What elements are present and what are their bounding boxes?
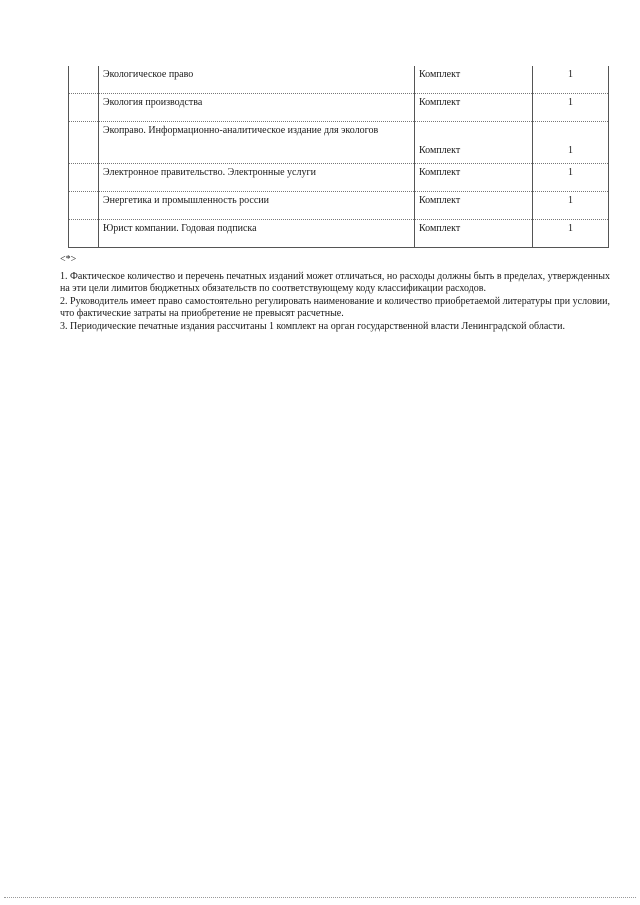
quantity-cell (533, 192, 609, 220)
publication-name: Экоправо. Информационно-аналитическое издание для экологов (103, 125, 379, 136)
unit-text: Комплект (419, 145, 461, 156)
unit-text: Комплект (419, 97, 461, 108)
quantity-cell (533, 94, 609, 122)
unit-text: Комплект (419, 195, 461, 206)
table-row (69, 94, 609, 122)
publication-name-cell (99, 122, 415, 164)
quantity-text: 1 (568, 223, 573, 234)
publications-table (68, 66, 609, 248)
publication-name: Электронное правительство. Электронные услуги (103, 167, 316, 178)
quantity-text: 1 (568, 145, 573, 156)
quantity-cell (533, 66, 609, 94)
footnote-item: 1. Фактическое количество и перечень печатных изданий может отличаться, но расходы должны быть в пределах, утвержденных на эти цели лимитов бюджетных обязательств по соответствующему коду классификации расходов. (60, 270, 610, 295)
unit-cell (415, 94, 533, 122)
quantity-text: 1 (568, 69, 573, 80)
unit-cell (415, 192, 533, 220)
quantity-text: 1 (568, 167, 573, 178)
publication-name: Энергетика и промышленность россии (103, 195, 270, 206)
footnotes (60, 254, 610, 334)
footnote-item: 2. Руководитель имеет право самостоятельно регулировать наименование и количество приобретаемой литературы при условии, что фактические затраты на приобретение не превысят расчетные. (60, 295, 610, 320)
row-number-cell (69, 192, 99, 220)
publication-name-cell (99, 192, 415, 220)
row-number-cell (69, 220, 99, 248)
page-bottom-divider (4, 897, 636, 898)
unit-cell (415, 122, 533, 164)
table-row (69, 66, 609, 94)
table-row (69, 164, 609, 192)
quantity-text: 1 (568, 97, 573, 108)
unit-text: Комплект (419, 69, 461, 80)
unit-cell (415, 164, 533, 192)
publication-name: Юрист компании. Годовая подписка (103, 223, 257, 234)
unit-cell (415, 66, 533, 94)
quantity-cell (533, 220, 609, 248)
quantity-text: 1 (568, 195, 573, 206)
unit-text: Комплект (419, 167, 461, 178)
publication-name-cell (99, 94, 415, 122)
publication-name: Экологическое право (103, 69, 194, 80)
table-row (69, 122, 609, 164)
table-row (69, 220, 609, 248)
unit-text: Комплект (419, 223, 461, 234)
row-number-cell (69, 94, 99, 122)
publication-name-cell (99, 220, 415, 248)
unit-cell (415, 220, 533, 248)
row-number-cell (69, 122, 99, 164)
quantity-cell (533, 122, 609, 164)
quantity-cell (533, 164, 609, 192)
row-number-cell (69, 164, 99, 192)
publication-name: Экология производства (103, 97, 203, 108)
footnote-marker: <*> (60, 254, 77, 265)
publication-name-cell (99, 66, 415, 94)
table-row (69, 192, 609, 220)
publication-name-cell (99, 164, 415, 192)
row-number-cell (69, 66, 99, 94)
footnote-item: 3. Периодические печатные издания рассчитаны 1 комплект на орган государственной власти Ленинградской области. (60, 320, 565, 332)
